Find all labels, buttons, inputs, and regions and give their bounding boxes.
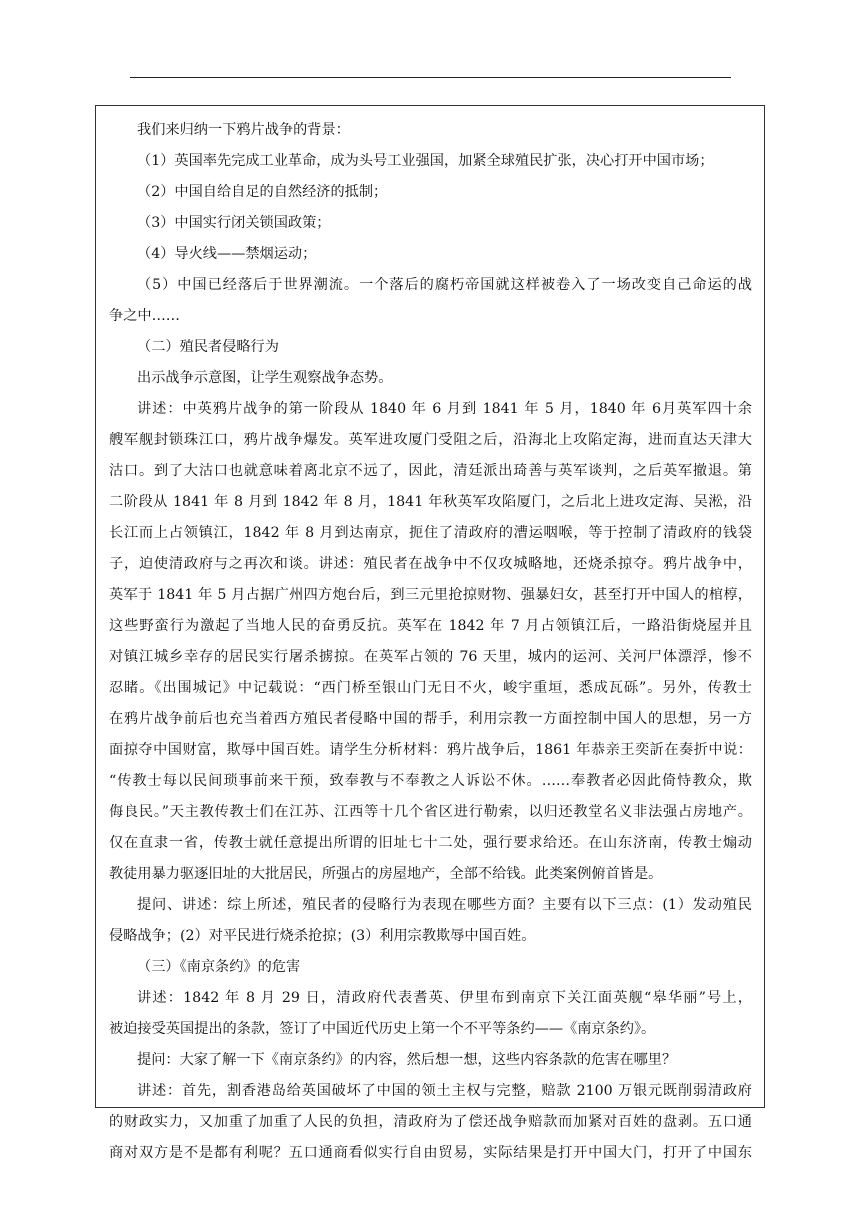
text-line: （1）英国率先完成工业革命，成为头号工业强国，加紧全球殖民扩张，决心打开中国市场； — [137, 153, 714, 169]
text-line: （3）中国实行闭关锁国政策； — [137, 215, 331, 231]
text-line: 在鸦片战争前后也充当着西方殖民者侵略中国的帮手，利用宗教一方面控制中国人的思想，另一方 — [109, 711, 752, 727]
text-line: （5）中国已经落后于世界潮流。一个落后的腐朽帝国就这样被卷入了一场改变自己命运的战 — [137, 277, 752, 293]
text-line: 侮良民。”天主教传教士们在江苏、江西等十几个省区进行勒索，以归还教堂名义非法强占房地产。 — [109, 804, 752, 820]
text-line: 争之中…… — [109, 308, 180, 324]
text-line: 商对双方是不是都有利呢？五口通商看似实行自由贸易，实际结果是打开中国大门，打开了中国东 — [109, 1145, 752, 1161]
text-line: 长江而上占领镇江，1842 年 8 月到达南京，扼住了清政府的漕运咽喉，等于控制了清政府的钱袋 — [109, 525, 752, 541]
text-line: 忍睹。《出围城记》中记载说：“西门桥至银山门无日不火，峻宇重垣，悉成瓦砾”。另外，传教士 — [109, 680, 752, 696]
text-line: 艘军舰封锁珠江口，鸦片战争爆发。英军进攻厦门受阻之后，沿海北上攻陷定海，进而直达天津大 — [109, 432, 752, 448]
text-line: 对镇江城乡幸存的居民实行屠杀掳掠。在英军占领的 76 天里，城内的运河、关河尸体漂浮，惨不 — [109, 649, 752, 665]
header-rule — [130, 77, 731, 78]
text-line: （三）《南京条约》的危害 — [137, 959, 301, 975]
text-line: 的财政实力，又加重了加重了人民的负担，清政府为了偿还战争赔款而加紧对百姓的盘剥。五口通 — [109, 1114, 752, 1130]
text-line: 英军于 1841 年 5 月占据广州四方炮台后，到三元里抢掠财物、强暴妇女，甚至打开中国人的棺椁， — [109, 587, 752, 603]
text-line: 二阶段从 1841 年 8 月到 1842 年 8 月，1841 年秋英军攻陷厦门，之后北上进攻定海、吴淞，沿 — [109, 494, 752, 510]
text-line: 出示战争示意图，让学生观察战争态势。 — [137, 370, 393, 386]
text-line: 这些野蛮行为激起了当地人民的奋勇反抗。英军在 1842 年 7 月占领镇江后，一路沿街烧屋并且 — [109, 618, 752, 634]
text-line: 讲述：1842 年 8 月 29 日，清政府代表耆英、伊里布到南京下关江面英舰“皋华丽”号上， — [137, 990, 752, 1006]
text-line: 提问：大家了解一下《南京条约》的内容，然后想一想，这些内容条款的危害在哪里？ — [137, 1052, 677, 1068]
text-line: 教徒用暴力驱逐旧址的大批居民，所强占的房屋地产，全部不给钱。此类案例俯首皆是。 — [109, 866, 663, 882]
text-line: （二）殖民者侵略行为 — [137, 339, 279, 355]
text-line: 沽口。到了大沽口也就意味着离北京不远了，因此，清廷派出琦善与英军谈判，之后英军撤退。第 — [109, 463, 752, 479]
content-frame — [95, 105, 765, 1161]
text-line: （4）导火线——禁烟运动； — [137, 246, 317, 262]
text-line: 面掠夺中国财富，欺辱中国百姓。请学生分析材料：鸦片战争后，1861 年恭亲王奕訢在奏折中说： — [109, 742, 752, 758]
text-line: 讲述：首先，割香港岛给英国破坏了中国的领土主权与完整，赔款 2100 万银元既削弱清政府 — [137, 1083, 752, 1099]
text-line: 仅在直隶一省，传教士就任意提出所谓的旧址七十二处，强行要求给还。在山东济南，传教士煽动 — [109, 835, 752, 851]
text-line: 被迫接受英国提出的条款，签订了中国近代历史上第一个不平等条约——《南京条约》。 — [109, 1021, 656, 1037]
text-line: 提问、讲述：综上所述，殖民者的侵略行为表现在哪些方面？主要有以下三点：(1）发动殖民 — [137, 897, 752, 913]
text-line: 侵略战争；(2）对平民进行烧杀抢掠；(3）利用宗教欺辱中国百姓。 — [109, 928, 536, 944]
text-line: （2）中国自给自足的自然经济的抵制； — [137, 184, 388, 200]
document-body — [109, 115, 752, 1169]
text-line: 子，迫使清政府与之再次和谈。讲述：殖民者在战争中不仅攻城略地，还烧杀掠夺。鸦片战争中， — [109, 556, 752, 572]
text-line: 讲述：中英鸦片战争的第一阶段从 1840 年 6 月到 1841 年 5 月，1840 年 6月英军四十余 — [137, 401, 752, 417]
text-line: “传教士每以民间琐事前来干预，致奉教与不奉教之人诉讼不休。……奉教者必因此倚恃教众，欺 — [109, 773, 752, 789]
text-line: 我们来归纳一下鸦片战争的背景： — [137, 122, 350, 138]
